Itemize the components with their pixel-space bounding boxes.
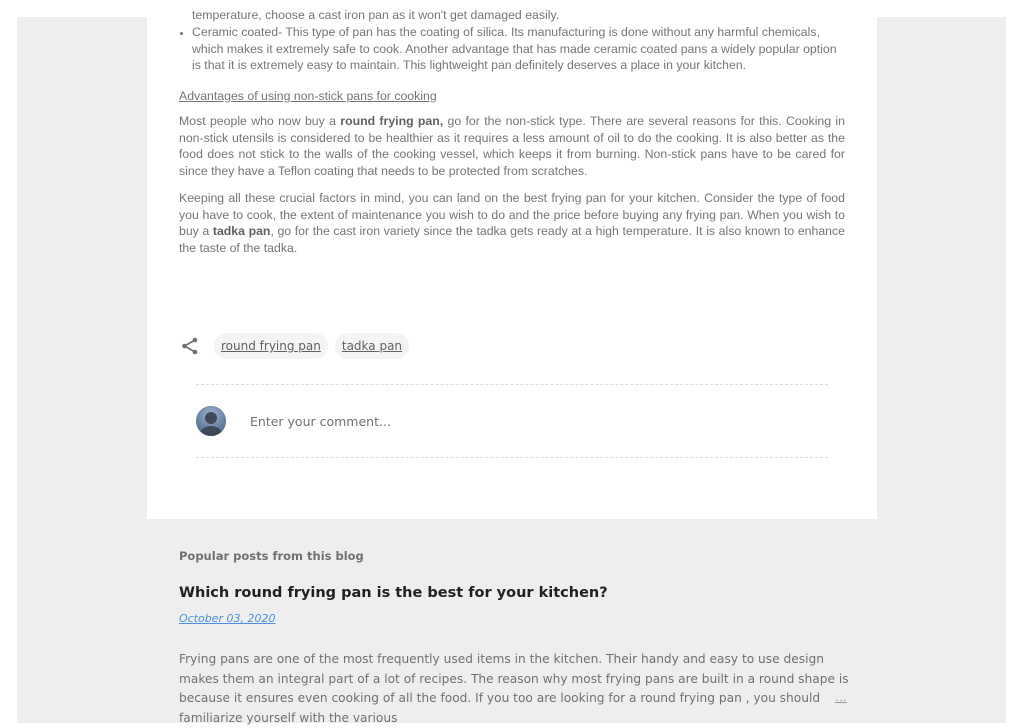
label-chip-tadka-pan[interactable]: tadka pan bbox=[335, 333, 409, 359]
comment-divider-bottom bbox=[196, 457, 828, 458]
popular-post-title[interactable]: Which round frying pan is the best for your kitchen? bbox=[179, 585, 608, 601]
post-body bbox=[179, 8, 846, 256]
comment-input[interactable] bbox=[250, 410, 810, 432]
list-item-ceramic: • Ceramic coated- This type of pan has the coating of silica. Its manufacturing is done without any harmful chemicals, which makes it extremely safe to cook. Another advantage that has made ceramic coated pans a widely popular option is that it is extremely easy to maintain. This lightweight pan definitely deserves a place in your kitchen. bbox=[192, 24, 845, 74]
cut-off-text-line: temperature, choose a cast iron pan as it won't get damaged easily. bbox=[192, 8, 560, 22]
paragraph-non-stick: Most people who now buy a round frying pan, go for the non-stick type. There are several reasons for this. Cooking in non-stick utensils is considered to be healthier as it requires a less amount of oil to do the cooking. It is also better as the food does not stick to the walls of the cooking vessel, which keeps it from burning. Non-stick pans have to be cared for since they have a Teflon coating that needs to be protected from scratches. bbox=[179, 114, 845, 178]
section-heading-link[interactable]: Advantages of using non-stick pans for cooking bbox=[179, 88, 437, 103]
popular-post-snippet: Frying pans are one of the most frequently used items in the kitchen. Their handy and easy to use design makes them an integral part of a lot of recipes. The reason why most frying pans are built in a round shape is because it ensures even cooking of all the food. If you too are looking for a round frying pan , you should familiarize yourself with the various bbox=[179, 652, 849, 725]
share-and-labels-row bbox=[179, 330, 416, 362]
user-avatar-icon bbox=[196, 406, 226, 436]
pan-types-list bbox=[179, 24, 845, 74]
bold-round-frying-pan: round frying pan, bbox=[340, 114, 444, 128]
read-more-ellipsis[interactable]: … bbox=[835, 690, 847, 704]
comment-divider-top bbox=[196, 384, 828, 385]
popular-posts-heading: Popular posts from this blog bbox=[179, 549, 364, 563]
bold-tadka-pan: tadka pan bbox=[212, 224, 271, 238]
paragraph-conclusion: Keeping all these crucial factors in mind, you can land on the best frying pan for your kitchen. Consider the type of food you have to cook, the extent of maintenance you wish to do and the price before buying any frying pan. When you wish to buy a tadka pan, go for the cast iron variety since the tadka gets ready at a high temperature. It is also known to enhance the taste of the tadka. bbox=[179, 191, 846, 255]
label-chip-round-frying-pan[interactable]: round frying pan bbox=[214, 333, 328, 359]
avatar bbox=[196, 406, 226, 436]
popular-post-date[interactable]: October 03, 2020 bbox=[179, 612, 276, 625]
share-icon[interactable] bbox=[180, 336, 200, 356]
